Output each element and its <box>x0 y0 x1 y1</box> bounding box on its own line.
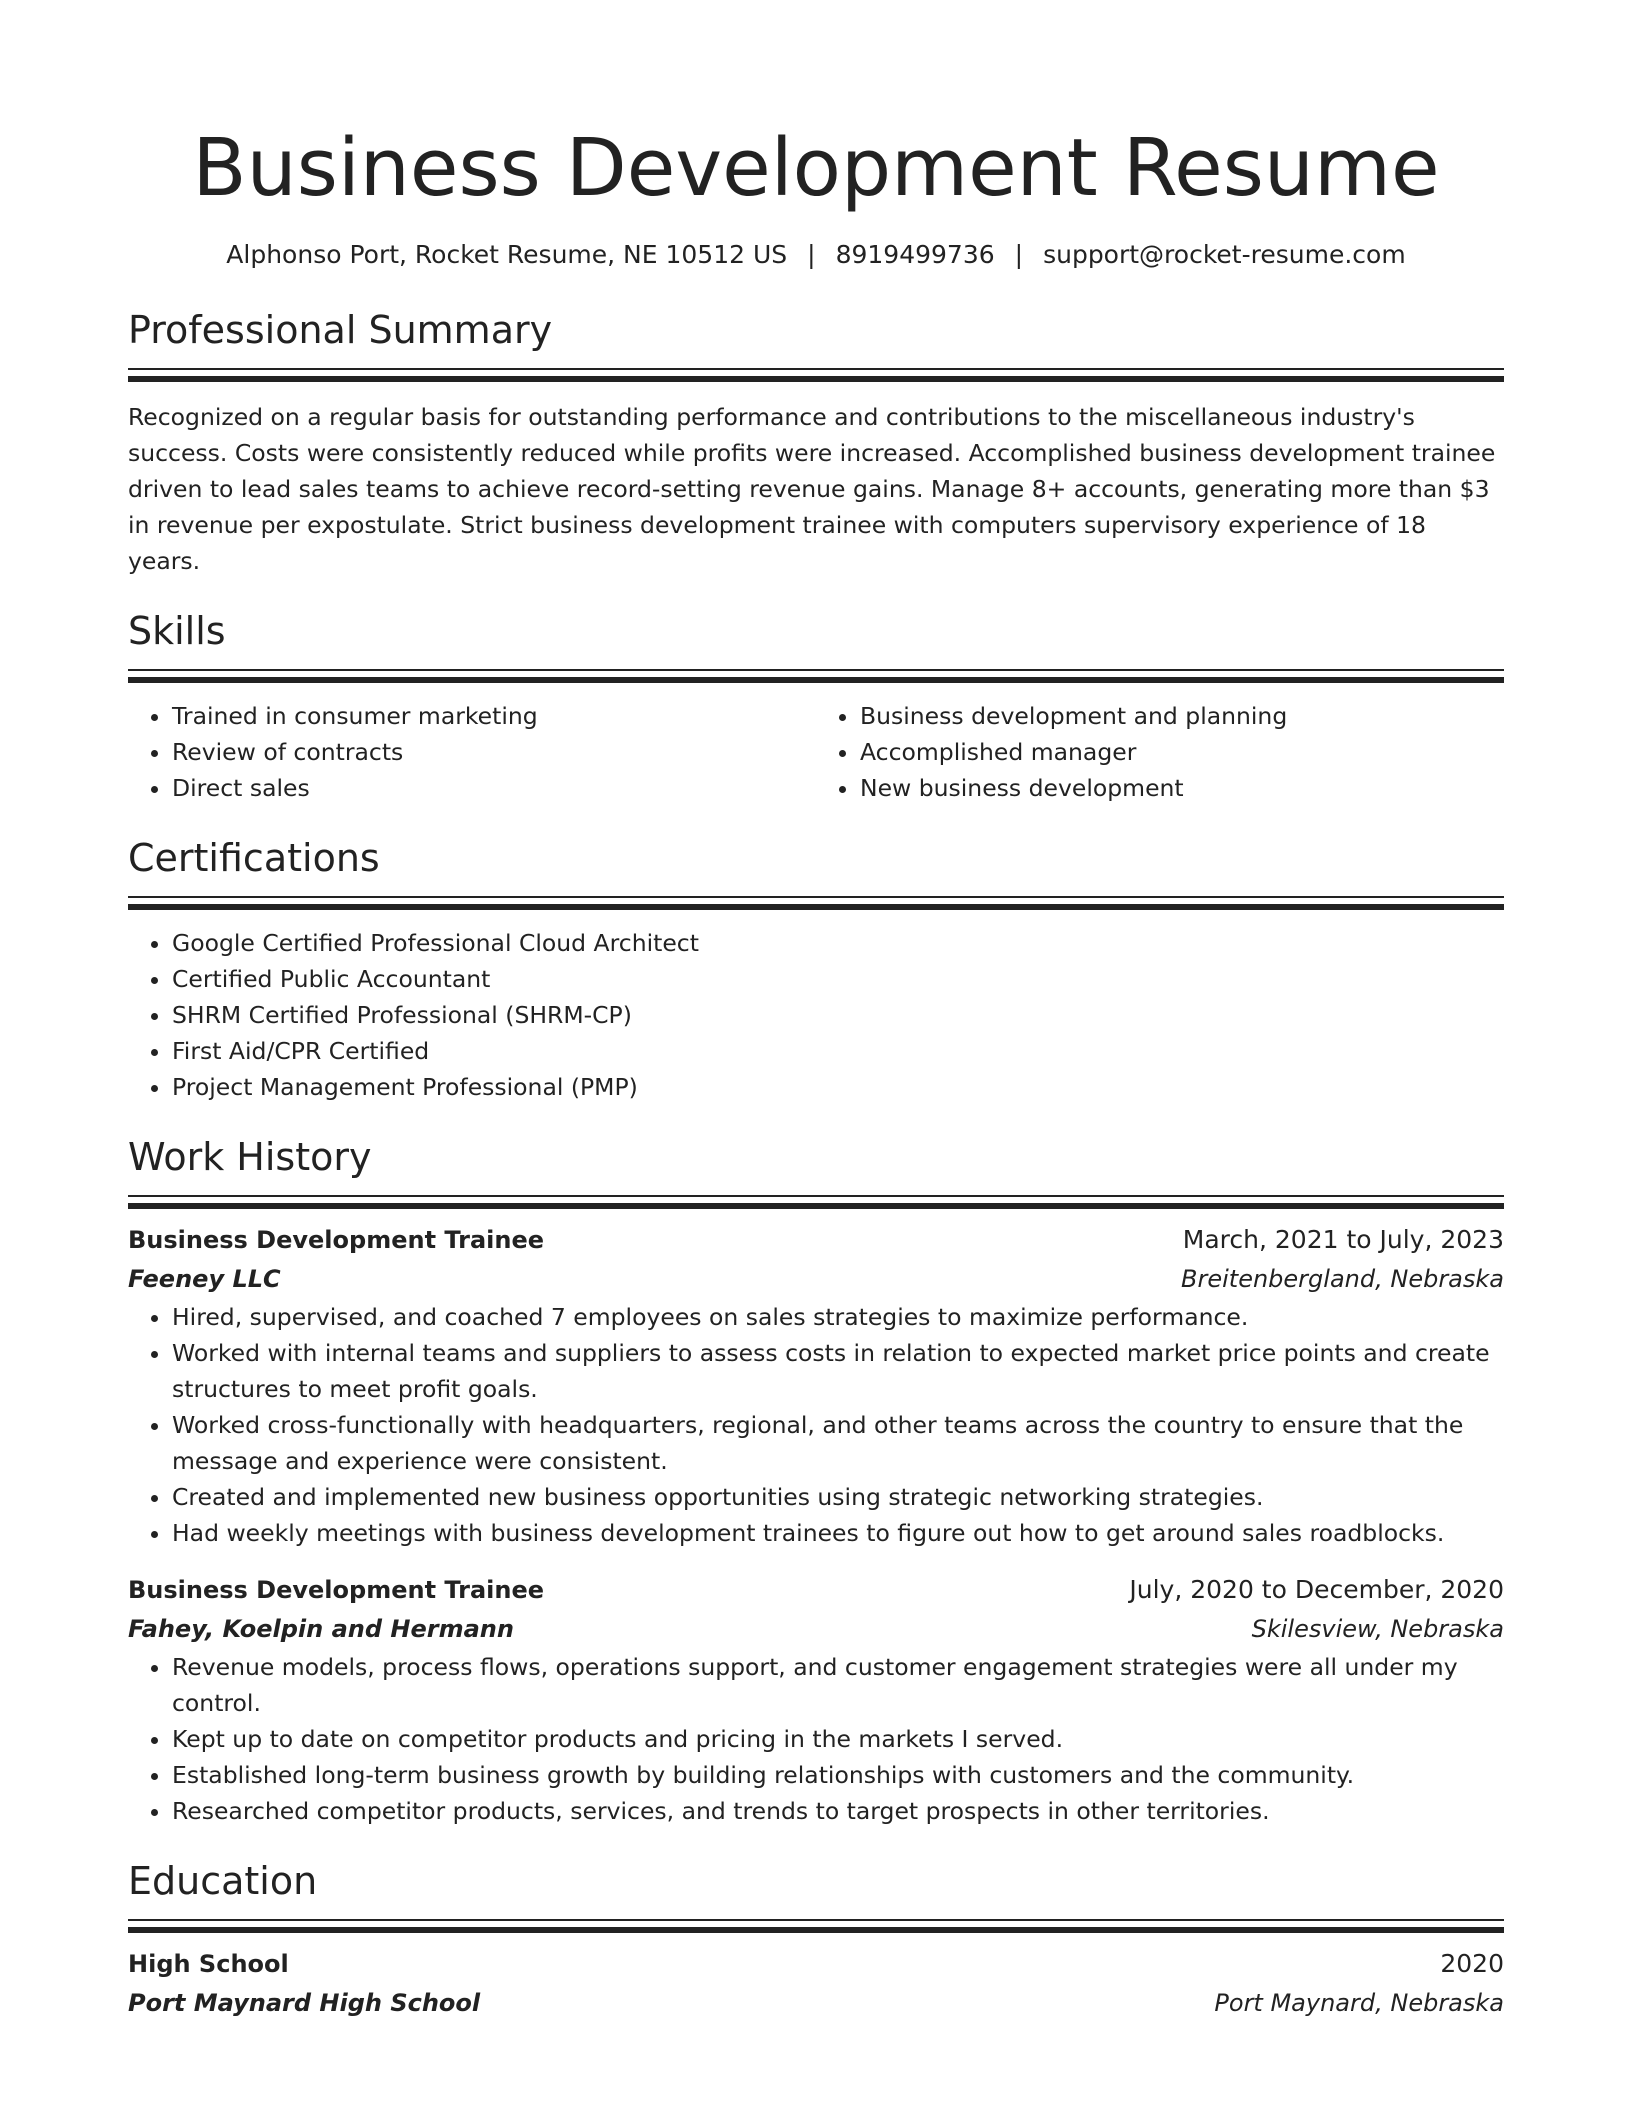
certification-item: • Google Certified Professional Cloud Architect <box>172 925 1504 961</box>
skills-grid <box>128 698 1504 806</box>
education-year: 2020 <box>1440 1949 1504 1978</box>
job-title: Business Development Trainee <box>128 1576 545 1604</box>
job-bullet: • Created and implemented new business opportunities using strategic networking strategies. <box>172 1479 1504 1515</box>
job-company: Fahey, Koelpin and Hermann <box>128 1615 514 1643</box>
job-bullet: • Researched competitor products, services, and trends to target prospects in other territories. <box>172 1793 1504 1829</box>
contact-email[interactable]: support@rocket-resume.com <box>1043 240 1406 269</box>
certification-item: • First Aid/CPR Certified <box>172 1033 1504 1069</box>
skill-item: • Accomplished manager <box>860 734 1504 770</box>
job-subheader <box>128 1609 1504 1649</box>
job-bullet-list <box>128 1299 1504 1551</box>
skill-item: • Direct sales <box>172 770 816 806</box>
skill-item: • Trained in consumer marketing <box>172 698 816 734</box>
job-entry <box>128 1221 1504 1551</box>
job-bullet: • Revenue models, process flows, operations support, and customer engagement strategies were all under my control. <box>172 1649 1504 1721</box>
skill-item: • New business development <box>860 770 1504 806</box>
contact-line <box>128 238 1504 272</box>
job-entry <box>128 1571 1504 1829</box>
job-dates: July, 2020 to December, 2020 <box>1129 1575 1504 1604</box>
job-bullet: • Worked with internal teams and suppliers to assess costs in relation to expected market price points and create structures to meet profit goals. <box>172 1335 1504 1407</box>
education-header <box>128 1945 1504 1983</box>
job-header <box>128 1221 1504 1259</box>
summary-section <box>128 304 1504 579</box>
certifications-list <box>128 925 1504 1105</box>
job-dates: March, 2021 to July, 2023 <box>1182 1225 1504 1254</box>
contact-separator: | <box>1014 240 1024 269</box>
education-degree: High School <box>128 1950 289 1978</box>
work-history-section <box>128 1131 1504 1829</box>
job-bullet: • Kept up to date on competitor products and pricing in the markets I served. <box>172 1721 1504 1757</box>
section-heading-certifications: Certifications <box>128 836 380 880</box>
education-entry <box>128 1945 1504 2023</box>
education-school: Port Maynard High School <box>128 1989 481 2017</box>
section-heading-work-history: Work History <box>128 1135 372 1179</box>
contact-address: Alphonso Port, Rocket Resume, NE 10512 US <box>226 240 788 269</box>
education-section <box>128 1855 1504 2023</box>
section-divider <box>128 669 1504 683</box>
job-bullet: • Worked cross-functionally with headquarters, regional, and other teams across the country to ensure that the message and experience were consistent. <box>172 1407 1504 1479</box>
education-location: Port Maynard, Nebraska <box>1214 1989 1504 2017</box>
skills-list-right <box>816 698 1504 806</box>
skills-column-left <box>128 698 816 806</box>
job-bullet: • Established long-term business growth by building relationships with customers and the community. <box>172 1757 1504 1793</box>
certifications-section <box>128 832 1504 1105</box>
section-divider <box>128 896 1504 910</box>
certification-item: • Project Management Professional (PMP) <box>172 1069 1504 1105</box>
skills-list-left <box>128 698 816 806</box>
job-title: Business Development Trainee <box>128 1226 545 1254</box>
certification-item: • Certified Public Accountant <box>172 961 1504 997</box>
skill-item: • Review of contracts <box>172 734 816 770</box>
certification-item: • SHRM Certified Professional (SHRM-CP) <box>172 997 1504 1033</box>
job-subheader <box>128 1259 1504 1299</box>
job-company: Feeney LLC <box>128 1265 281 1293</box>
job-location: Breitenbergland, Nebraska <box>1181 1265 1504 1293</box>
skill-item: • Business development and planning <box>860 698 1504 734</box>
skills-column-right <box>816 698 1504 806</box>
job-bullet-list <box>128 1649 1504 1829</box>
job-bullet: • Had weekly meetings with business development trainees to figure out how to get around sales roadblocks. <box>172 1515 1504 1551</box>
job-bullet: • Hired, supervised, and coached 7 employees on sales strategies to maximize performance. <box>172 1299 1504 1335</box>
section-heading-education: Education <box>128 1859 318 1903</box>
job-header <box>128 1571 1504 1609</box>
resume-title: Business Development Resume <box>192 122 1440 214</box>
section-divider <box>128 368 1504 382</box>
section-divider <box>128 1195 1504 1209</box>
job-location: Skilesview, Nebraska <box>1251 1615 1504 1643</box>
section-heading-skills: Skills <box>128 609 226 653</box>
summary-text: Recognized on a regular basis for outstanding performance and contributions to the miscellaneous industry's success. Costs were consistently reduced while profits were increased. Accomplished business development trainee driven to lead sales teams to achieve record-setting revenue gains. Manage 8+ accounts, generating more than $3 in revenue per expostulate. Strict business development trainee with computers supervisory experience of 18 years. <box>128 403 1496 575</box>
contact-phone: 8919499736 <box>835 240 995 269</box>
contact-separator: | <box>807 240 816 269</box>
section-heading-summary: Professional Summary <box>128 308 553 352</box>
section-divider <box>128 1919 1504 1933</box>
skills-section <box>128 605 1504 806</box>
education-subheader <box>128 1983 1504 2023</box>
